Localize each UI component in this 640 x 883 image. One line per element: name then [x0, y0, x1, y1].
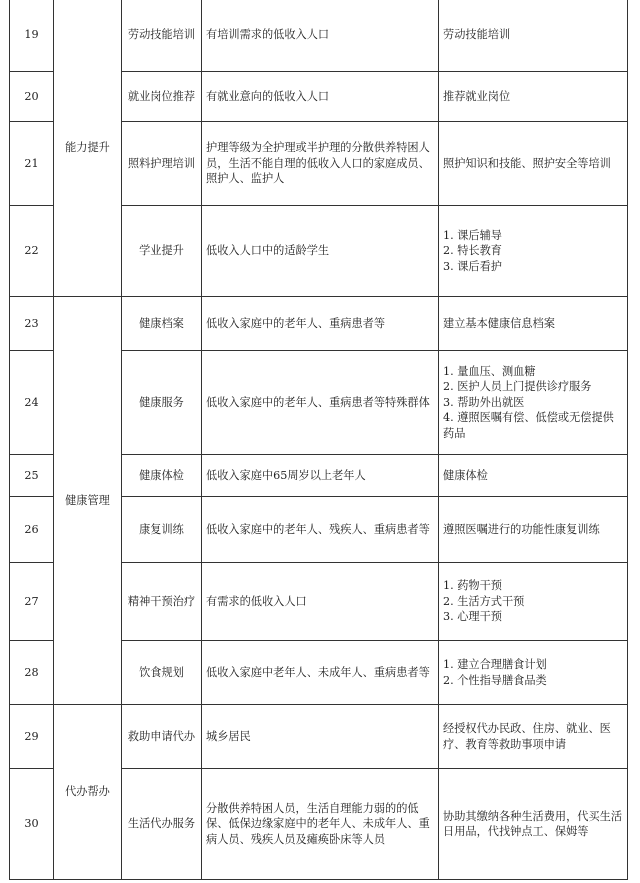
item-cell: 学业提升: [122, 206, 202, 297]
content-line: 2. 特长教育: [443, 244, 502, 258]
target-cell: 有需求的低收入人口: [202, 563, 439, 641]
row-number: 25: [10, 455, 54, 497]
content-cell: [439, 769, 628, 880]
item-cell: 救助申请代办: [122, 705, 202, 769]
content-line: 照护知识和技能、照护安全等培训: [443, 156, 611, 170]
content-line: 2. 医护人员上门提供诊疗服务: [443, 380, 592, 394]
content-cell: [439, 72, 628, 122]
row-number: 19: [10, 0, 54, 72]
content-line: 2. 生活方式干预: [443, 594, 525, 608]
table-row: [10, 297, 628, 351]
content-line: 1. 课后辅导: [443, 228, 502, 242]
table-row: [10, 0, 628, 72]
service-table: [9, 0, 628, 880]
content-line: 4. 遵照医嘱有偿、低偿或无偿提供药品: [443, 411, 614, 440]
content-cell: [439, 0, 628, 72]
item-cell: 饮食规划: [122, 641, 202, 705]
content-line: 建立基本健康信息档案: [443, 316, 555, 330]
item-cell: 就业岗位推荐: [122, 72, 202, 122]
target-cell: 低收入人口中的适龄学生: [202, 206, 439, 297]
target-cell: 护理等级为全护理或半护理的分散供养特困人员，生活不能自理的低收入人口的家庭成员、照护人、监护人: [202, 122, 439, 206]
content-line: 遵照医嘱进行的功能性康复训练: [443, 522, 600, 536]
row-number: 28: [10, 641, 54, 705]
content-cell: [439, 122, 628, 206]
row-number: 23: [10, 297, 54, 351]
content-cell: [439, 455, 628, 497]
target-cell: 低收入家庭中的老年人、重病患者等特殊群体: [202, 351, 439, 455]
item-cell: 健康档案: [122, 297, 202, 351]
item-cell: 健康体检: [122, 455, 202, 497]
content-cell: [439, 351, 628, 455]
content-line: 1. 量血压、测血糖: [443, 364, 536, 378]
content-cell: [439, 206, 628, 297]
target-cell: 有培训需求的低收入人口: [202, 0, 439, 72]
content-line: 协助其缴纳各种生活费用，代买生活日用品，代找钟点工、保姆等: [443, 809, 623, 838]
row-number: 20: [10, 72, 54, 122]
item-cell: 康复训练: [122, 497, 202, 563]
item-cell: 劳动技能培训: [122, 0, 202, 72]
row-number: 29: [10, 705, 54, 769]
category-cell: 代办帮办: [54, 705, 122, 880]
target-cell: 低收入家庭中的老年人、重病患者等: [202, 297, 439, 351]
content-line: 经授权代办民政、住房、就业、医疗、教育等救助事项申请: [443, 722, 611, 751]
content-line: 3. 心理干预: [443, 610, 502, 624]
target-cell: 城乡居民: [202, 705, 439, 769]
target-cell: 低收入家庭中老年人、未成年人、重病患者等: [202, 641, 439, 705]
row-number: 24: [10, 351, 54, 455]
content-cell: [439, 641, 628, 705]
row-number: 21: [10, 122, 54, 206]
target-cell: 分散供养特困人员，生活自理能力弱的的低保、低保边缘家庭中的老年人、未成年人、重病人员、残疾人员及瘫痪卧床等人员: [202, 769, 439, 880]
content-line: 推荐就业岗位: [443, 89, 511, 103]
item-cell: 健康服务: [122, 351, 202, 455]
content-line: 1. 建立合理膳食计划: [443, 658, 547, 671]
item-cell: 照料护理培训: [122, 122, 202, 206]
content-line: 劳动技能培训: [443, 28, 511, 42]
target-cell: 低收入家庭中65周岁以上老年人: [202, 455, 439, 497]
content-cell: [439, 297, 628, 351]
content-cell: [439, 705, 628, 769]
row-number: 30: [10, 769, 54, 880]
row-number: 26: [10, 497, 54, 563]
item-cell: 精神干预治疗: [122, 563, 202, 641]
target-cell: 有就业意向的低收入人口: [202, 72, 439, 122]
content-cell: [439, 497, 628, 563]
category-cell: 能力提升: [54, 0, 122, 297]
row-number: 22: [10, 206, 54, 297]
table-row: [10, 705, 628, 769]
content-line: 健康体检: [443, 468, 488, 482]
content-cell: [439, 563, 628, 641]
content-line: 3. 帮助外出就医: [443, 395, 525, 409]
content-line: 1. 药物干预: [443, 579, 502, 593]
content-line: 3. 课后看护: [443, 259, 502, 273]
category-cell: 健康管理: [54, 297, 122, 705]
target-cell: 低收入家庭中的老年人、残疾人、重病患者等: [202, 497, 439, 563]
row-number: 27: [10, 563, 54, 641]
item-cell: 生活代办服务: [122, 769, 202, 880]
content-line: 2. 个性指导膳食品类: [443, 673, 547, 687]
